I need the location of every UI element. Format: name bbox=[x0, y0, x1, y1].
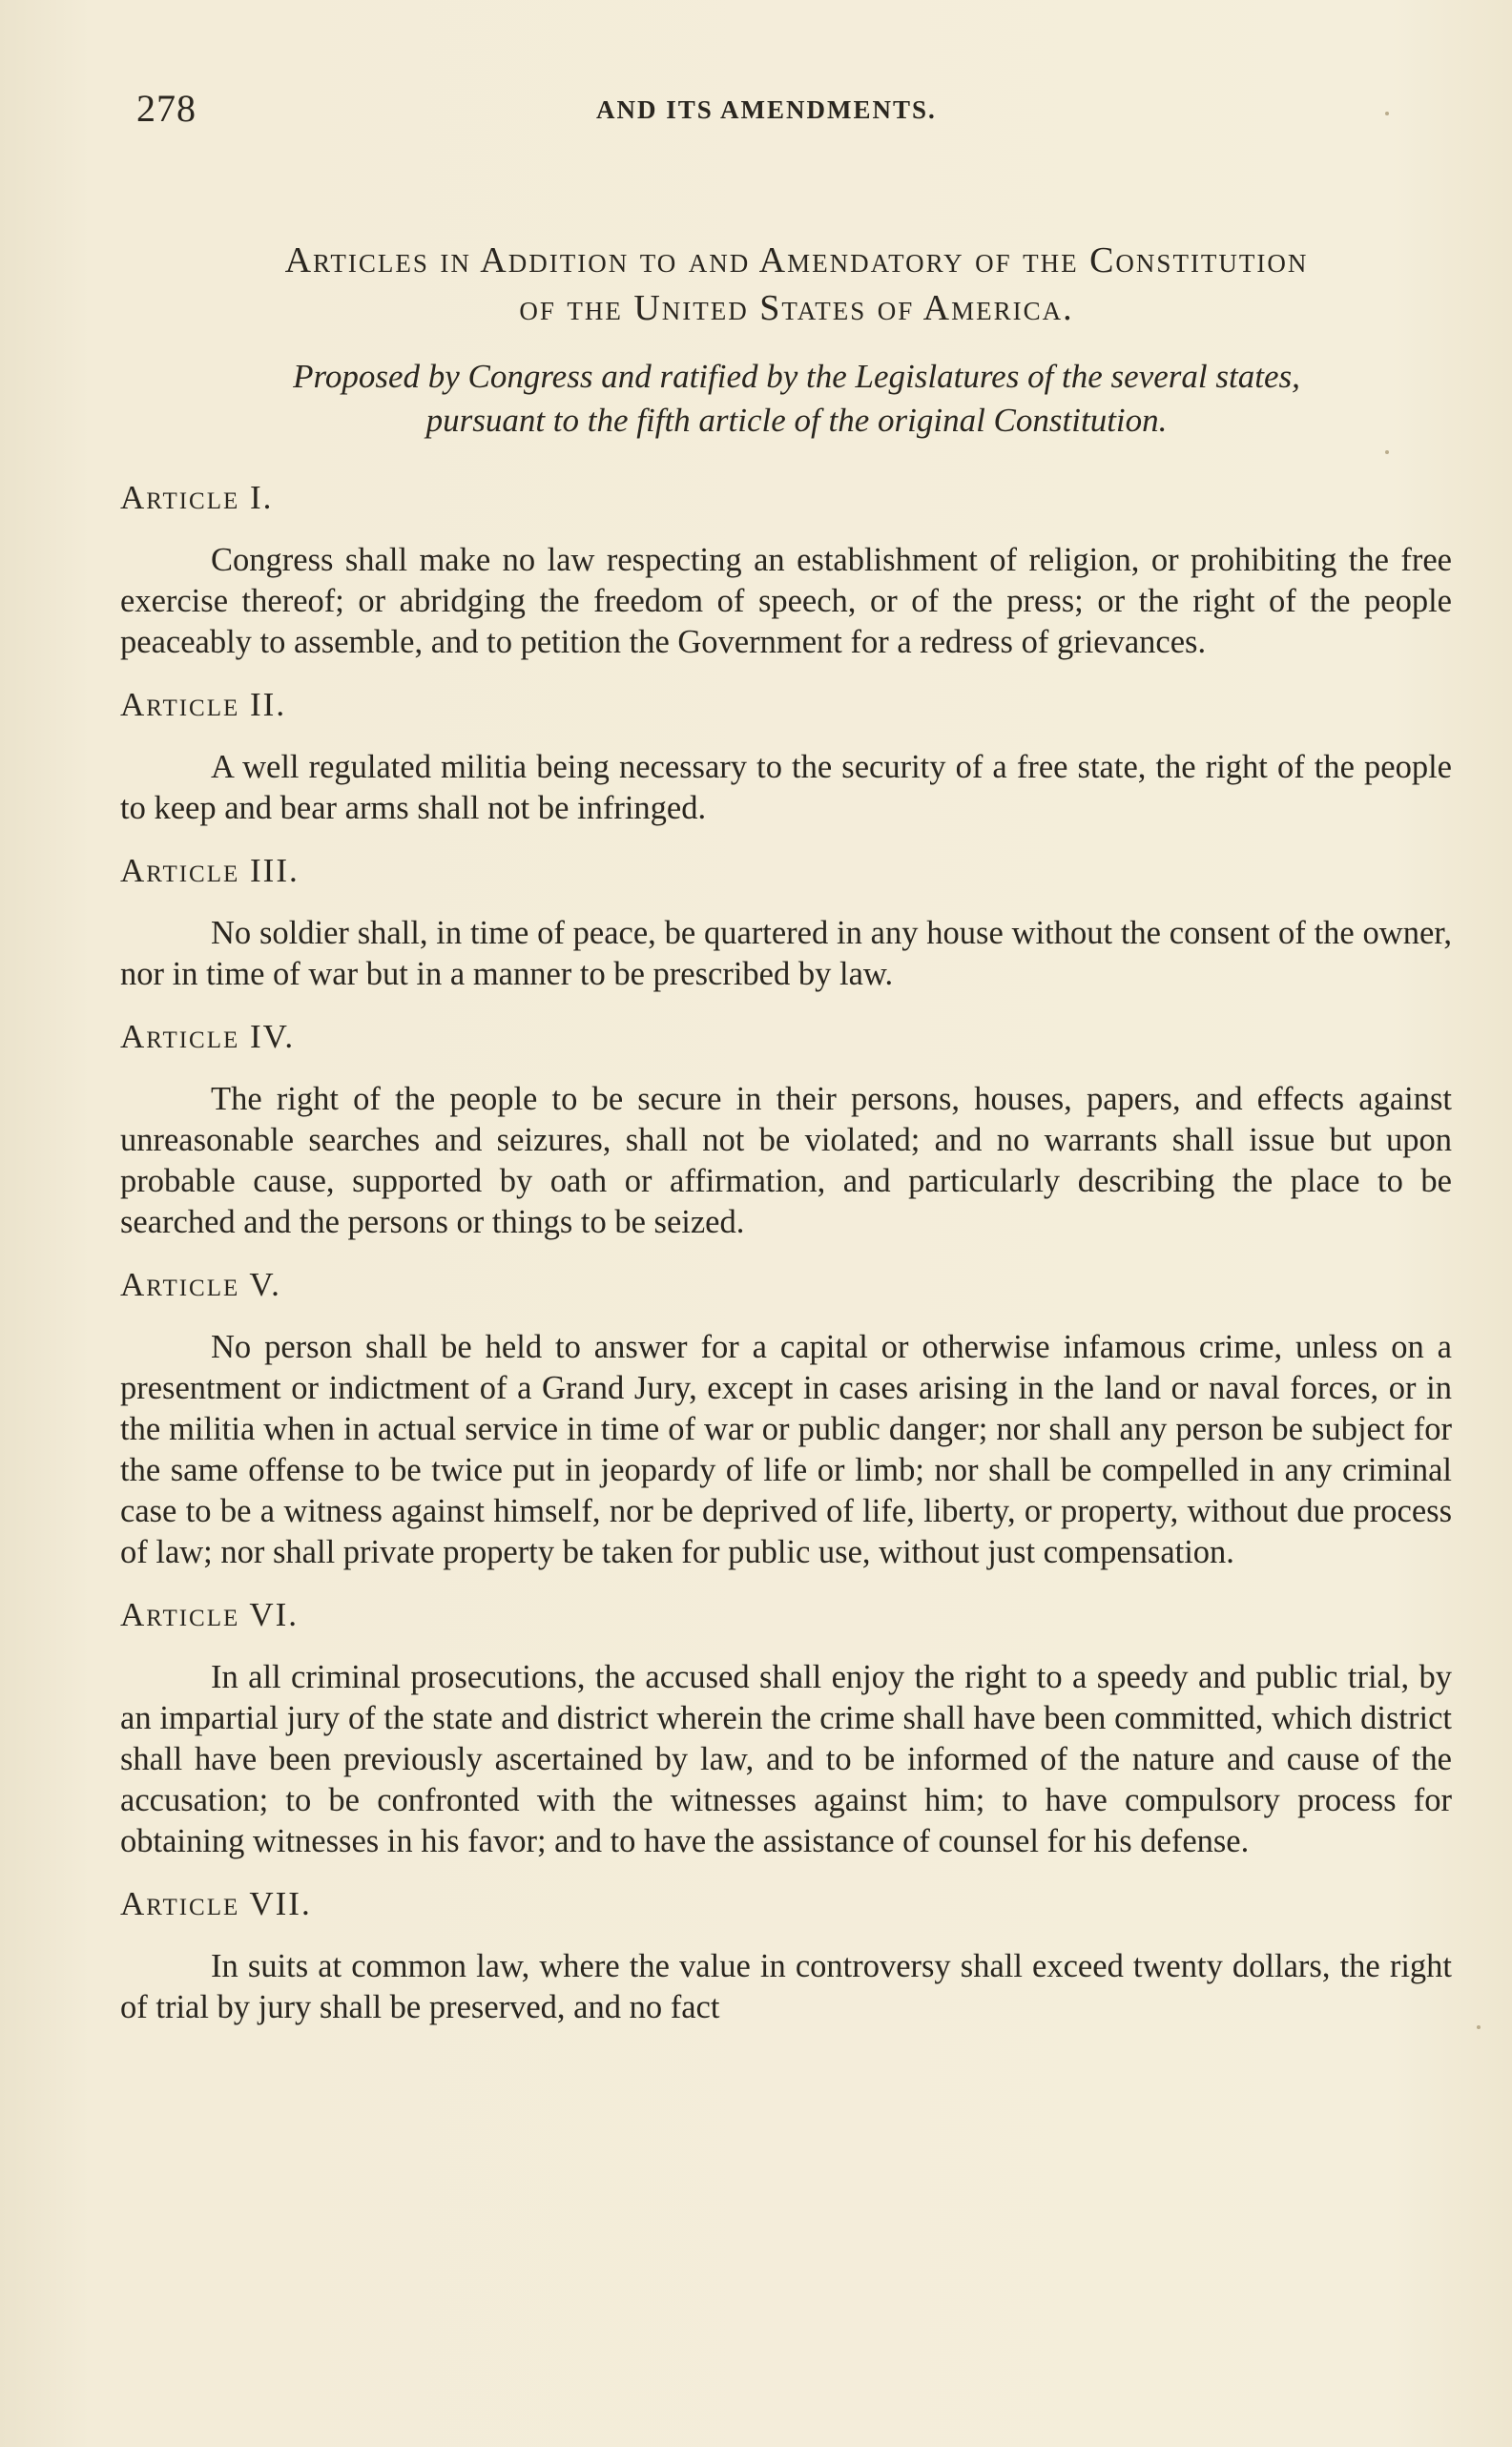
article-heading: Article VII. bbox=[120, 1885, 312, 1922]
article-3 bbox=[120, 850, 1452, 995]
article-7 bbox=[120, 1883, 1452, 2028]
page-number: 278 bbox=[136, 87, 197, 130]
running-head bbox=[0, 86, 1512, 134]
article-5 bbox=[120, 1264, 1452, 1573]
article-heading: Article VI. bbox=[120, 1596, 300, 1633]
paper-speck bbox=[1385, 112, 1389, 115]
article-heading: Article V. bbox=[120, 1266, 281, 1303]
document-heading bbox=[134, 237, 1460, 332]
article-1 bbox=[120, 477, 1452, 663]
articles-body bbox=[120, 477, 1452, 2049]
running-title: AND ITS AMENDMENTS. bbox=[596, 95, 937, 124]
article-text: No person shall be held to answer for a capital or otherwise infamous crime, unless on a presentment or indictment of a Grand Jury, except in cases arising in the land or naval forces, or in the militia when in actual service in time of war or public danger; nor shall any person be subject for the same offense to be twice put in jeopardy of life or limb; nor shall be compelled in any criminal case to be a witness against himself, nor be deprived of life, liberty, or property, without due process of law; nor shall private property be taken for public use, without just compensation. bbox=[120, 1329, 1452, 1570]
article-text: The right of the people to be secure in their persons, houses, papers, and effects against unreasonable searches and seizures, shall not be violated; and no warrants shall issue but upon probable cause, supported by oath or affirmation, and particularly describing the place to be searched and the persons or things to be seized. bbox=[120, 1081, 1452, 1240]
article-text: Congress shall make no law respecting an establishment of religion, or prohibiting the free exercise thereof; or abridging the freedom of speech, or of the press; or the right of the people peaceably to assemble, and to petition the Government for a redress of grievances. bbox=[120, 542, 1452, 660]
subtitle-line-1: Proposed by Congress and ratified by the Legislatures of the several states, bbox=[293, 358, 1300, 395]
article-heading: Article I. bbox=[120, 479, 274, 516]
document-subtitle bbox=[134, 355, 1460, 443]
article-text: A well regulated militia being necessary to the security of a free state, the right of the people to keep and bear arms shall not be infringed. bbox=[120, 749, 1452, 826]
article-text: In all criminal prosecutions, the accused shall enjoy the right to a speedy and public trial, by an impartial jury of the state and district wherein the crime shall have been committed, which district shall have been previously ascertained by law, and to be informed of the nature and cause of the accusation; to be confronted with the witnesses against him; to have compulsory process for obtaining witnesses in his favor; and to have the assistance of counsel for his defense. bbox=[120, 1659, 1452, 1859]
heading-line-2: of the United States of America. bbox=[519, 288, 1074, 328]
article-heading: Article IV. bbox=[120, 1018, 296, 1055]
subtitle-line-2: pursuant to the fifth article of the original Constitution. bbox=[425, 402, 1168, 439]
heading-line-1: Articles in Addition to and Amendatory of the Constitution bbox=[284, 240, 1309, 280]
article-text: No soldier shall, in time of peace, be quartered in any house without the consent of the owner, nor in time of war but in a manner to be prescribed by law. bbox=[120, 915, 1452, 992]
paper-speck bbox=[1385, 450, 1389, 454]
article-heading: Article II. bbox=[120, 686, 287, 723]
article-6 bbox=[120, 1594, 1452, 1862]
article-text: In suits at common law, where the value in controversy shall exceed twenty dollars, the right of trial by jury shall be preserved, and no fact bbox=[120, 1948, 1452, 2025]
article-heading: Article III. bbox=[120, 852, 300, 889]
paper-speck bbox=[1477, 2025, 1481, 2029]
article-4 bbox=[120, 1016, 1452, 1243]
article-2 bbox=[120, 684, 1452, 829]
